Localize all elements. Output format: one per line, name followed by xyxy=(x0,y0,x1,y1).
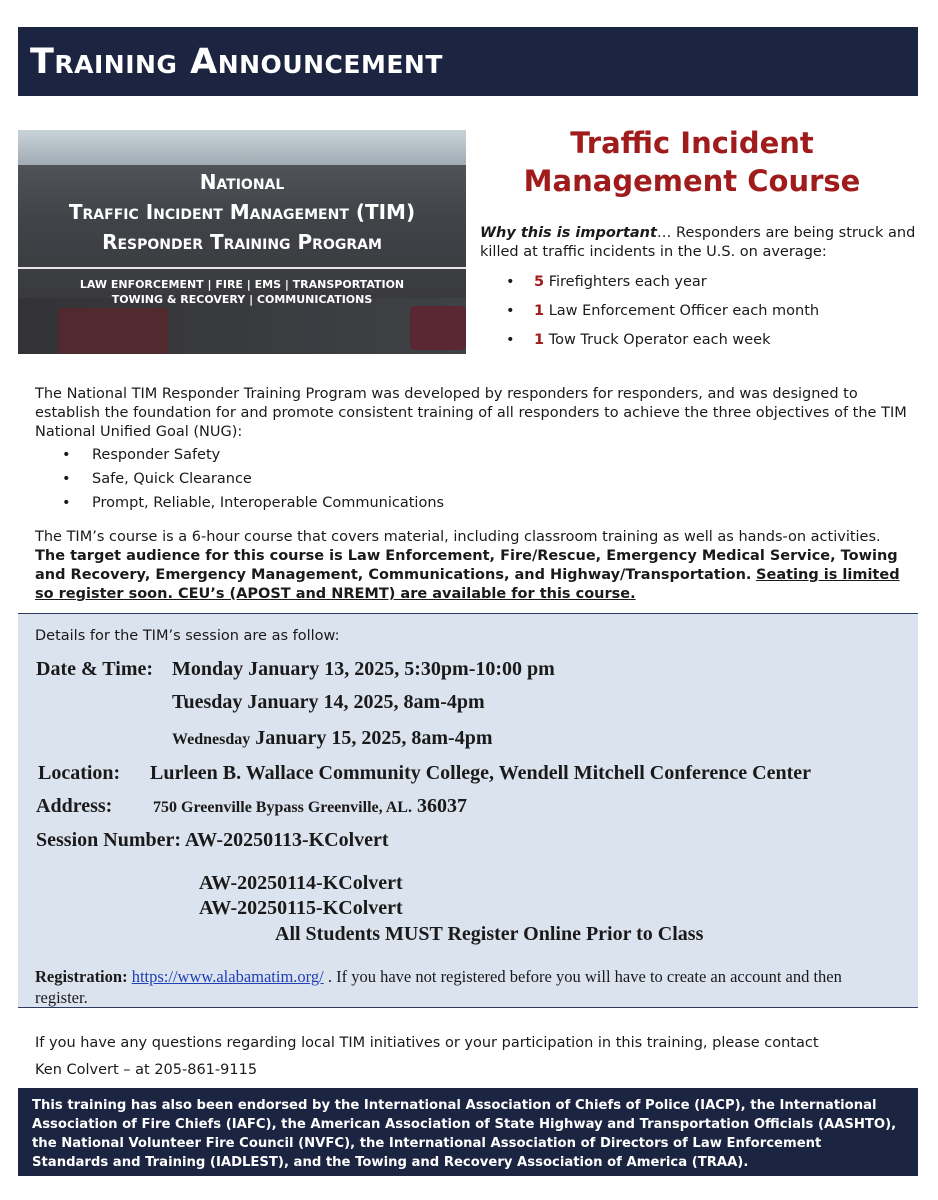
bullet-icon: • xyxy=(62,495,71,511)
contact-line-2: Ken Colvert – at 205-861-9115 xyxy=(35,1062,258,1078)
list-item: • 5 Firefighters each year xyxy=(506,270,819,299)
registration-text: . If you have not registered before you will have to create an account and then register. xyxy=(35,967,842,1007)
course-description xyxy=(35,528,915,604)
why-text: … Responders are being struck and killed at traffic incidents in the U.S. on average: xyxy=(480,225,916,260)
details-intro: Details for the TIM’s session are as follow: xyxy=(35,628,340,644)
list-item: • Prompt, Reliable, Interoperable Communications xyxy=(62,495,445,511)
hero-line-2: Traffic Incident Management (TIM) xyxy=(68,200,416,224)
bullet-icon: • xyxy=(506,303,515,319)
bullet-icon: • xyxy=(506,274,515,290)
date-1: Monday January 13, 2025, 5:30pm-10:00 pm xyxy=(172,658,555,680)
session-number-2: AW-20250114-KColvert xyxy=(199,872,403,894)
session-number-1: AW-20250113-KColvert xyxy=(184,829,389,851)
banner-title: Training Announcement xyxy=(30,41,443,82)
bullet-icon: • xyxy=(506,332,515,348)
bullet-icon: • xyxy=(62,447,71,463)
bullet-icon: • xyxy=(62,471,71,487)
session-label: Session Number: xyxy=(36,829,182,851)
why-label: Why this is important xyxy=(480,225,657,241)
list-item: • Responder Safety xyxy=(62,447,221,463)
date-3: Wednesday January 15, 2025, 8am-4pm xyxy=(172,727,493,749)
fatality-stats-list xyxy=(506,270,819,357)
seating-notice: Seating is limited so register soon. CEU’s (APOST and NREMT) are available for this course. xyxy=(35,567,900,602)
session-number-3: AW-20250115-KColvert xyxy=(199,897,403,919)
objectives-list xyxy=(62,445,444,517)
title-banner xyxy=(18,27,918,96)
hero-disciplines-2: TOWING & RECOVERY | COMMUNICATIONS xyxy=(111,293,373,306)
endorsement-text: This training has also been endorsed by the International Association of Chiefs of Police (IACP), the International Association of Fire Chiefs (IAFC), the American Association of State Highway and Transportation Officials (AASHTO), the National Volunteer Fire Council (NVFC), the International Association of Directors of Law Enforcement Standards and Training (IADLEST), and the Towing and Recovery Association of America (TRAA). xyxy=(32,1098,897,1170)
course-title: Traffic Incident Management Course xyxy=(523,126,861,198)
address-label: Address: xyxy=(36,795,113,817)
address-value: 750 Greenville Bypass Greenville, AL. 36037 xyxy=(153,795,467,817)
target-audience-text: The target audience for this course is Law Enforcement, Fire/Rescue, Emergency Medical Service, Towing and Recovery, Emergency Management, Communications, and Highway/Transportation. xyxy=(35,548,898,583)
location-value: Lurleen B. Wallace Community College, Wendell Mitchell Conference Center xyxy=(150,762,812,784)
endorsement-footer xyxy=(18,1088,918,1176)
date-2: Tuesday January 14, 2025, 8am-4pm xyxy=(172,691,485,713)
registration-label: Registration: xyxy=(35,967,128,986)
why-important xyxy=(480,224,920,262)
registration-link[interactable]: https://www.alabamatim.org/ xyxy=(131,967,324,986)
program-hero-image xyxy=(18,130,466,354)
location-label: Location: xyxy=(38,762,121,784)
session-row xyxy=(36,829,389,852)
hero-disciplines-1: LAW ENFORCEMENT | FIRE | EMS | TRANSPORTATION xyxy=(79,278,405,291)
hero-divider xyxy=(18,267,466,269)
hero-line-3: Responder Training Program xyxy=(102,230,382,254)
contact-info xyxy=(35,1030,819,1084)
course-length-text: The TIM’s course is a 6-hour course that covers material, including classroom training as well as hands-on activities. xyxy=(35,529,881,545)
contact-line-1: If you have any questions regarding local TIM initiatives or your participation in this training, please contact xyxy=(35,1035,819,1051)
hero-line-1: National xyxy=(199,170,285,194)
session-details-panel xyxy=(18,613,918,1008)
registration-info xyxy=(35,966,895,1008)
list-item: • 1 Tow Truck Operator each week xyxy=(506,328,819,357)
date-row-1 xyxy=(36,658,153,681)
must-register-notice: All Students MUST Register Online Prior to Class xyxy=(275,923,704,945)
program-description: The National TIM Responder Training Program was developed by responders for responders, and was designed to establish the foundation for and promote consistent training of all responders to achieve the three objectives of the TIM National Unified Goal (NUG): xyxy=(35,386,907,440)
list-item: • 1 Law Enforcement Officer each month xyxy=(506,299,819,328)
list-item: • Safe, Quick Clearance xyxy=(62,471,252,487)
date-label: Date & Time: xyxy=(36,658,154,680)
